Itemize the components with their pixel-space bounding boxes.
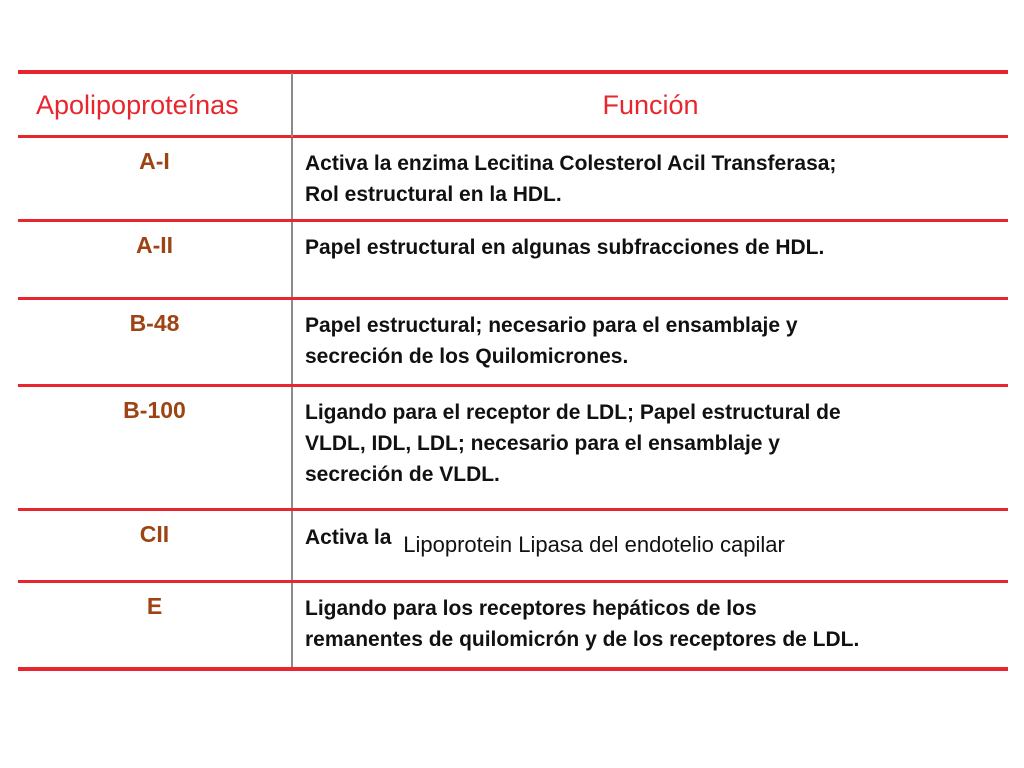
function-line: secreción de VLDL. — [305, 463, 500, 486]
apo-function — [293, 300, 1008, 384]
apo-function — [293, 222, 1008, 297]
table-row — [18, 511, 1008, 583]
function-prefix: Activa la — [305, 526, 392, 549]
function-line: Rol estructural en la HDL. — [305, 183, 562, 206]
function-line: remanentes de quilomicrón y de los receptores de LDL. — [305, 628, 860, 651]
function-line: secreción de los Quilomicrones. — [305, 345, 629, 368]
header-apolipoproteinas: Apolipoproteínas — [18, 73, 293, 137]
table-row — [18, 583, 1008, 671]
apo-name: B-100 — [18, 387, 293, 508]
function-suffix: Lipoprotein Lipasa del endotelio capilar — [403, 532, 785, 557]
table-row — [18, 138, 1008, 222]
apo-function — [293, 138, 1008, 219]
function-line: Activa la enzima Lecitina Colesterol Acil Transferasa; — [305, 152, 837, 175]
apolipoprotein-table — [18, 70, 1008, 671]
apo-function — [293, 511, 1008, 580]
table-header-row — [18, 70, 1008, 138]
function-line: VLDL, IDL, LDL; necesario para el ensamblaje y — [305, 432, 780, 455]
apo-function — [293, 583, 1008, 667]
apo-name: E — [18, 583, 293, 667]
apo-name: B-48 — [18, 300, 293, 384]
function-line: Papel estructural; necesario para el ensamblaje y — [305, 314, 798, 337]
function-line: Ligando para el receptor de LDL; Papel estructural de — [305, 401, 841, 424]
apo-name: A-I — [18, 138, 293, 219]
apo-name: A-II — [18, 222, 293, 297]
apo-function — [293, 387, 1008, 508]
table-row — [18, 387, 1008, 511]
apo-name: CII — [18, 511, 293, 580]
function-line: Papel estructural en algunas subfracciones de HDL. — [305, 236, 825, 259]
header-funcion: Función — [602, 89, 699, 120]
function-line: Ligando para los receptores hepáticos de los — [305, 597, 757, 620]
table-row — [18, 300, 1008, 387]
table-row — [18, 222, 1008, 300]
